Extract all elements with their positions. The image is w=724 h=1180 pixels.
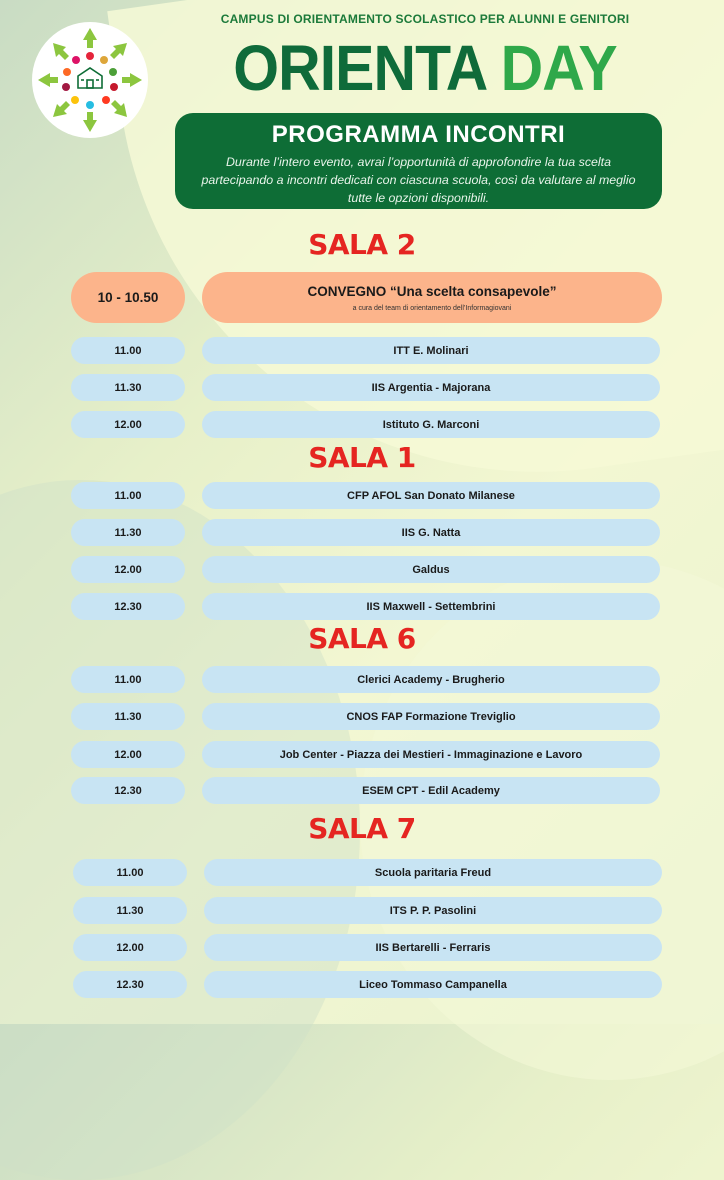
school-pill: IIS G. Natta xyxy=(202,519,660,546)
time-pill: 11.00 xyxy=(71,666,185,693)
school-pill: IIS Argentia - Majorana xyxy=(202,374,660,401)
program-description: Durante l’intero evento, avrai l’opportunità di approfondire la tua scelta partecipando a incontri dedicati con ciascuna scuola, così da valutare al meglio tutte le opzioni disponibili. xyxy=(201,155,636,205)
school-pill: Job Center - Piazza dei Mestieri - Immaginazione e Lavoro xyxy=(202,741,660,768)
time-pill: 11.30 xyxy=(73,897,187,924)
convegno-subtitle: a cura del team di orientamento dell’Informagiovani xyxy=(352,304,512,312)
event-subtitle: CAMPUS DI ORIENTAMENTO SCOLASTICO PER ALUNNI E GENITORI xyxy=(220,12,630,26)
school-pill: Clerici Academy - Brugherio xyxy=(202,666,660,693)
time-pill: 12.00 xyxy=(73,934,187,961)
event-title xyxy=(200,30,651,106)
time-pill: 12.00 xyxy=(71,741,185,768)
school-pill: ESEM CPT - Edil Academy xyxy=(202,777,660,804)
logo xyxy=(32,22,148,138)
time-pill: 12.30 xyxy=(71,777,185,804)
time-pill: 11.30 xyxy=(71,519,185,546)
time-pill: 12.00 xyxy=(71,556,185,583)
title-part-orienta: ORIENTA xyxy=(233,32,486,104)
time-pill: 11.30 xyxy=(71,374,185,401)
sala-2-heading: SALA 2 xyxy=(308,228,416,261)
program-box xyxy=(175,113,662,209)
school-pill: Liceo Tommaso Campanella xyxy=(204,971,662,998)
time-pill: 11.00 xyxy=(73,859,187,886)
school-pill: Galdus xyxy=(202,556,660,583)
time-pill: 11.00 xyxy=(71,337,185,364)
sala-7-heading: SALA 7 xyxy=(308,812,416,845)
time-pill: 12.30 xyxy=(73,971,187,998)
convegno-card xyxy=(202,272,662,323)
program-title: PROGRAMMA INCONTRI xyxy=(271,121,566,148)
school-pill: CFP AFOL San Donato Milanese xyxy=(202,482,660,509)
school-pill: ITT E. Molinari xyxy=(202,337,660,364)
sala-1-heading: SALA 1 xyxy=(308,441,416,474)
time-pill: 11.30 xyxy=(71,703,185,730)
school-pill: IIS Bertarelli - Ferraris xyxy=(204,934,662,961)
time-pill: 12.00 xyxy=(71,411,185,438)
sala-6-heading: SALA 6 xyxy=(308,622,416,655)
title-part-day: DAY xyxy=(500,32,617,104)
school-pill: Istituto G. Marconi xyxy=(202,411,660,438)
school-pill: ITS P. P. Pasolini xyxy=(204,897,662,924)
school-pill: Scuola paritaria Freud xyxy=(204,859,662,886)
convegno-time: 10 - 10.50 xyxy=(71,272,185,323)
time-pill: 11.00 xyxy=(71,482,185,509)
school-logo-icon xyxy=(32,22,148,138)
time-pill: 12.30 xyxy=(71,593,185,620)
convegno-title: CONVEGNO “Una scelta consapevole” xyxy=(307,283,557,299)
school-pill: IIS Maxwell - Settembrini xyxy=(202,593,660,620)
school-pill: CNOS FAP Formazione Treviglio xyxy=(202,703,660,730)
